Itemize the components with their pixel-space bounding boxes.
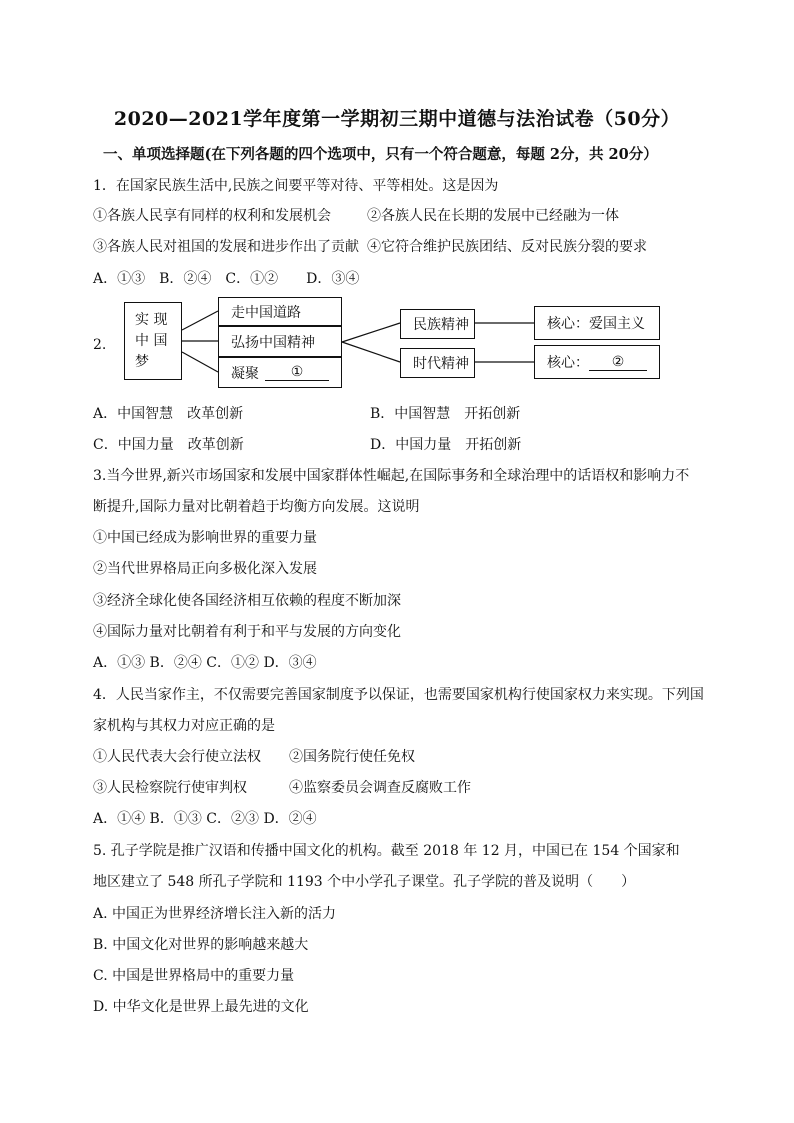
q4-statements-1-2: ①人民代表大会行使立法权 ②国务院行使任免权 — [93, 749, 415, 765]
core-patriotism-label: 核心：爱国主义 — [547, 316, 645, 332]
q5-option-d: D. 中华文化是世界上最先进的文化 — [93, 999, 309, 1015]
q1-stem: 1．在国家民族生活中,民族之间要平等对待、平等相处。这是因为 — [93, 178, 499, 194]
exam-title: 2020—2021学年度第一学期初三期中道德与法治试卷（50分） — [113, 108, 681, 130]
era-spirit-box — [400, 348, 475, 378]
national-spirit-box — [400, 309, 475, 339]
q4-stem-line1: 4．人民当家作主，不仅需要完善国家制度予以保证，也需要国家机构行使国家权力来实现。下列国 — [93, 687, 704, 703]
china-path-label: 走中国道路 — [231, 304, 301, 321]
q5-option-b: B. 中国文化对世界的影响越来越大 — [93, 937, 309, 953]
q5-stem-line1: 5. 孔子学院是推广汉语和传播中国文化的机构。截至 2018 年 12 月，中国已在 154 个国家和 — [93, 843, 680, 859]
gather-label: 凝聚 — [231, 365, 259, 382]
q4-statements-3-4: ③人民检察院行使审判权 ④监察委员会调查反腐败工作 — [93, 780, 471, 796]
q2-option-b: B．中国智慧 开拓创新 — [370, 406, 521, 422]
q5-option-c: C. 中国是世界格局中的重要力量 — [93, 968, 295, 984]
q5-stem-line2: 地区建立了 548 所孔子学院和 1193 个中小学孔子课堂。孔子学院的普及说明（ ） — [93, 874, 636, 890]
q1-statement-3: ③各族人民对祖国的发展和进步作出了贡献 — [93, 239, 359, 255]
q3-stem-line1: 3.当今世界,新兴市场国家和发展中国家群体性崛起,在国际事务和全球治理中的话语权和影响力不 — [93, 468, 690, 484]
q5-option-a: A. 中国正为世界经济增长注入新的活力 — [93, 906, 337, 922]
china-path-box — [218, 297, 342, 326]
q3-statement-3: ③经济全球化使各国经济相互依赖的程度不断加深 — [93, 593, 401, 609]
q2-number: 2. — [93, 337, 107, 353]
q3-statement-4: ④国际力量对比朝着有利于和平与发展的方向变化 — [93, 624, 401, 640]
q1-choices: A．①③ B．②④ C．①② D．③④ — [93, 271, 360, 287]
q3-statement-2: ②当代世界格局正向多极化深入发展 — [93, 561, 317, 577]
section-heading: 一、单项选择题(在下列各题的四个选项中，只有一个符合题意，每题 2分，共 20分） — [103, 146, 658, 163]
q4-stem-line2: 家机构与其权力对应正确的是 — [93, 718, 275, 734]
core-blank-box — [534, 345, 660, 379]
core-patriotism-box — [534, 306, 660, 340]
blank-1: ① — [265, 364, 329, 381]
gather-box — [218, 357, 342, 388]
q1-statement-1: ①各族人民享有同样的权利和发展机会 — [93, 208, 331, 224]
q2-option-d: D．中国力量 开拓创新 — [370, 437, 522, 453]
q3-statement-1: ①中国已经成为影响世界的重要力量 — [93, 530, 317, 546]
q2-option-a: A．中国智慧 改革创新 — [93, 406, 244, 422]
china-spirit-box — [218, 326, 342, 357]
blank-2: ② — [589, 354, 647, 371]
era-spirit-label: 时代精神 — [413, 356, 469, 372]
china-dream-box: 实 现 中 国 梦 — [124, 302, 182, 380]
core-label: 核心： — [547, 355, 589, 371]
q1-statement-2: ②各族人民在长期的发展中已经融为一体 — [367, 208, 619, 224]
q3-choices: A．①③ B．②④ C．①② D．③④ — [93, 655, 317, 671]
q1-statement-4: ④它符合维护民族团结、反对民族分裂的要求 — [367, 239, 647, 255]
q4-choices: A．①④ B．①③ C．②③ D．②④ — [93, 811, 317, 827]
q2-option-c: C．中国力量 改革创新 — [93, 437, 244, 453]
national-spirit-label: 民族精神 — [413, 317, 469, 333]
q3-stem-line2: 断提升,国际力量对比朝着趋于均衡方向发展。这说明 — [93, 499, 420, 515]
china-spirit-label: 弘扬中国精神 — [231, 334, 315, 351]
